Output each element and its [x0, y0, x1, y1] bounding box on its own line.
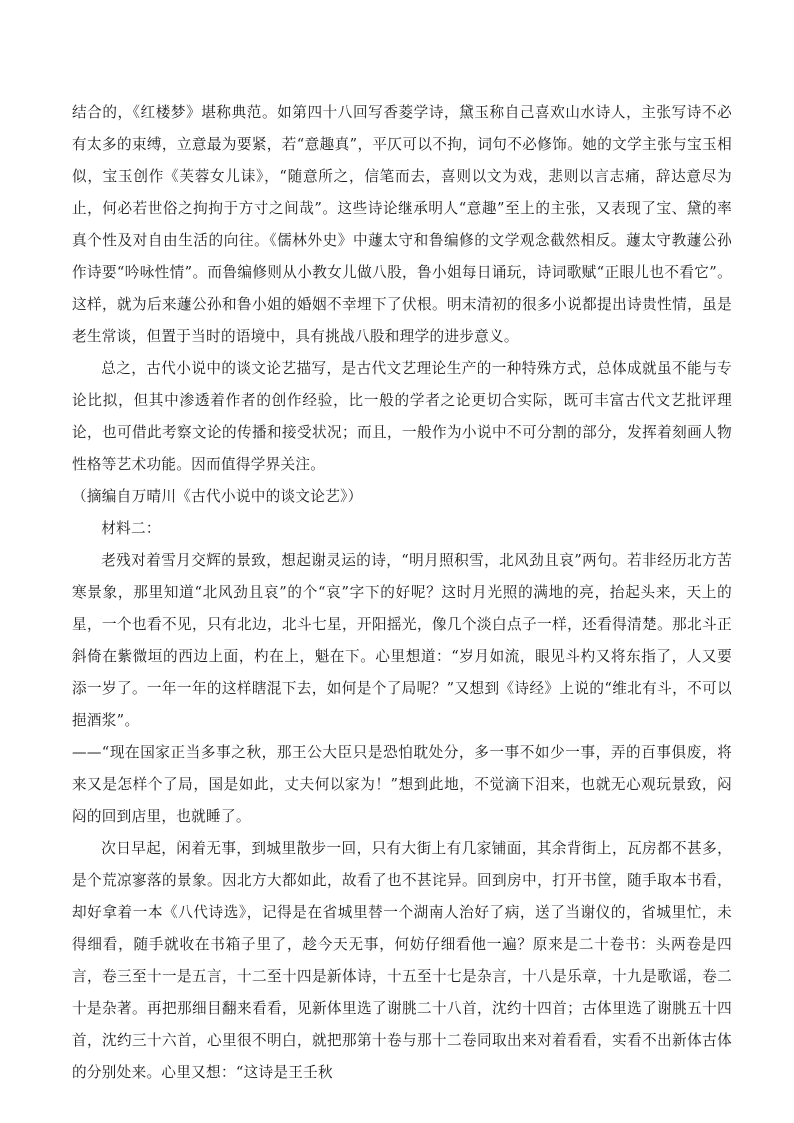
material2-paragraph-1: 老残对着雪月交辉的景致，想起谢灵运的诗，“明月照积雪，北风劲且哀”两句。若非经历北方苦寒景象，那里知道“北风劲且哀”的个“哀”字下的好呢？这时月光照的满地的亮，抬起头来，天上的星，一个也看不见，只有北边，北斗七星，开阳摇光，像几个淡白点子一样，还看得清楚。那北斗正斜倚在紫微垣的西边上面，杓在上，魁在下。心里想道：“岁月如流，眼见斗杓又将东指了，人又要添一岁了。一年一年的这样瞎混下去，如何是个了局呢？”又想到《诗经》上说的“维北有斗，不可以挹酒浆”。: [72, 552, 732, 729]
material2-label: 材料二：: [101, 520, 161, 537]
document-body: [72, 97, 732, 1089]
material2-paragraph-1-dash: ——“现在国家正当多事之秋，那王公大臣只是恐怕耽处分，多一事不如少一事，弄的百事俱废，将来又是怎样个了局，国是如此，丈夫何以家为！”想到此地，不觉滴下泪来，也就无心观玩景致，闷闷的回到店里，也就睡了。: [72, 744, 732, 825]
material1-source-citation: （摘编自万晴川《古代小说中的谈文论艺》）: [72, 488, 363, 505]
material1-paragraph-continued: 结合的，《红楼梦》堪称典范。如第四十八回写香菱学诗，黛玉称自己喜欢山水诗人，主张写诗不必有太多的束缚，立意最为要紧，若“意趣真”，平仄可以不拘，词句不必修饰。她的文学主张与宝玉相似，宝玉创作《芙蓉女儿诔》，“随意所之，信笔而去，喜则以文为戏，悲则以言志痛，辞达意尽为止，何必若世俗之拘拘于方寸之间哉”。这些诗论继承明人“意趣”至上的主张，又表现了宝、黛的率真个性及对自由生活的向往。《儒林外史》中蘧太守和鲁编修的文学观念截然相反。蘧太守教蘧公孙作诗要“吟咏性情”。而鲁编修则从小教女儿做八股，鲁小姐每日诵玩，诗词歌赋“正眼儿也不看它”。这样，就为后来蘧公孙和鲁小姐的婚姻不幸埋下了伏根。明末清初的很多小说都提出诗贵性情，虽是老生常谈，但置于当时的语境中，具有挑战八股和理学的进步意义。: [72, 104, 732, 345]
material2-paragraph-2: 次日早起，闲着无事，到城里散步一回，只有大街上有几家铺面，其余背街上，瓦房都不甚多，是个荒凉寥落的景象。因北方大都如此，故看了也不甚诧异。回到房中，打开书筐，随手取本书看，却好拿着一本《八代诗选》，记得是在省城里替一个湖南人治好了病，送了当谢仪的，省城里忙，未得细看，随手就收在书箱子里了，趁今天无事，何妨仔细看他一遍？原来是二十卷书：头两卷是四言，卷三至十一是五言，十二至十四是新体诗，十五至十七是杂言，十八是乐章，十九是歌谣，卷二十是杂著。再把那细目翻来看看，见新体里选了谢朓二十八首，沈约十四首；古体里选了谢朓五十四首，沈约三十六首，心里很不明白，就把那第十卷与那十二卷同取出来对着看看，实看不出新体古体的分别处来。心里又想：“这诗是王壬秋: [72, 840, 732, 1081]
material1-summary-paragraph: 总之，古代小说中的谈文论艺描写，是古代文艺理论生产的一种特殊方式，总体成就虽不能与专论比拟，但其中渗透着作者的创作经验，比一般的学者之论更切合实际，既可丰富古代文艺批评理论，也可借此考察文论的传播和接受状况；而且，一般作为小说中不可分割的部分，发挥着刻画人物性格等艺术功能。因而值得学界关注。: [72, 360, 732, 473]
